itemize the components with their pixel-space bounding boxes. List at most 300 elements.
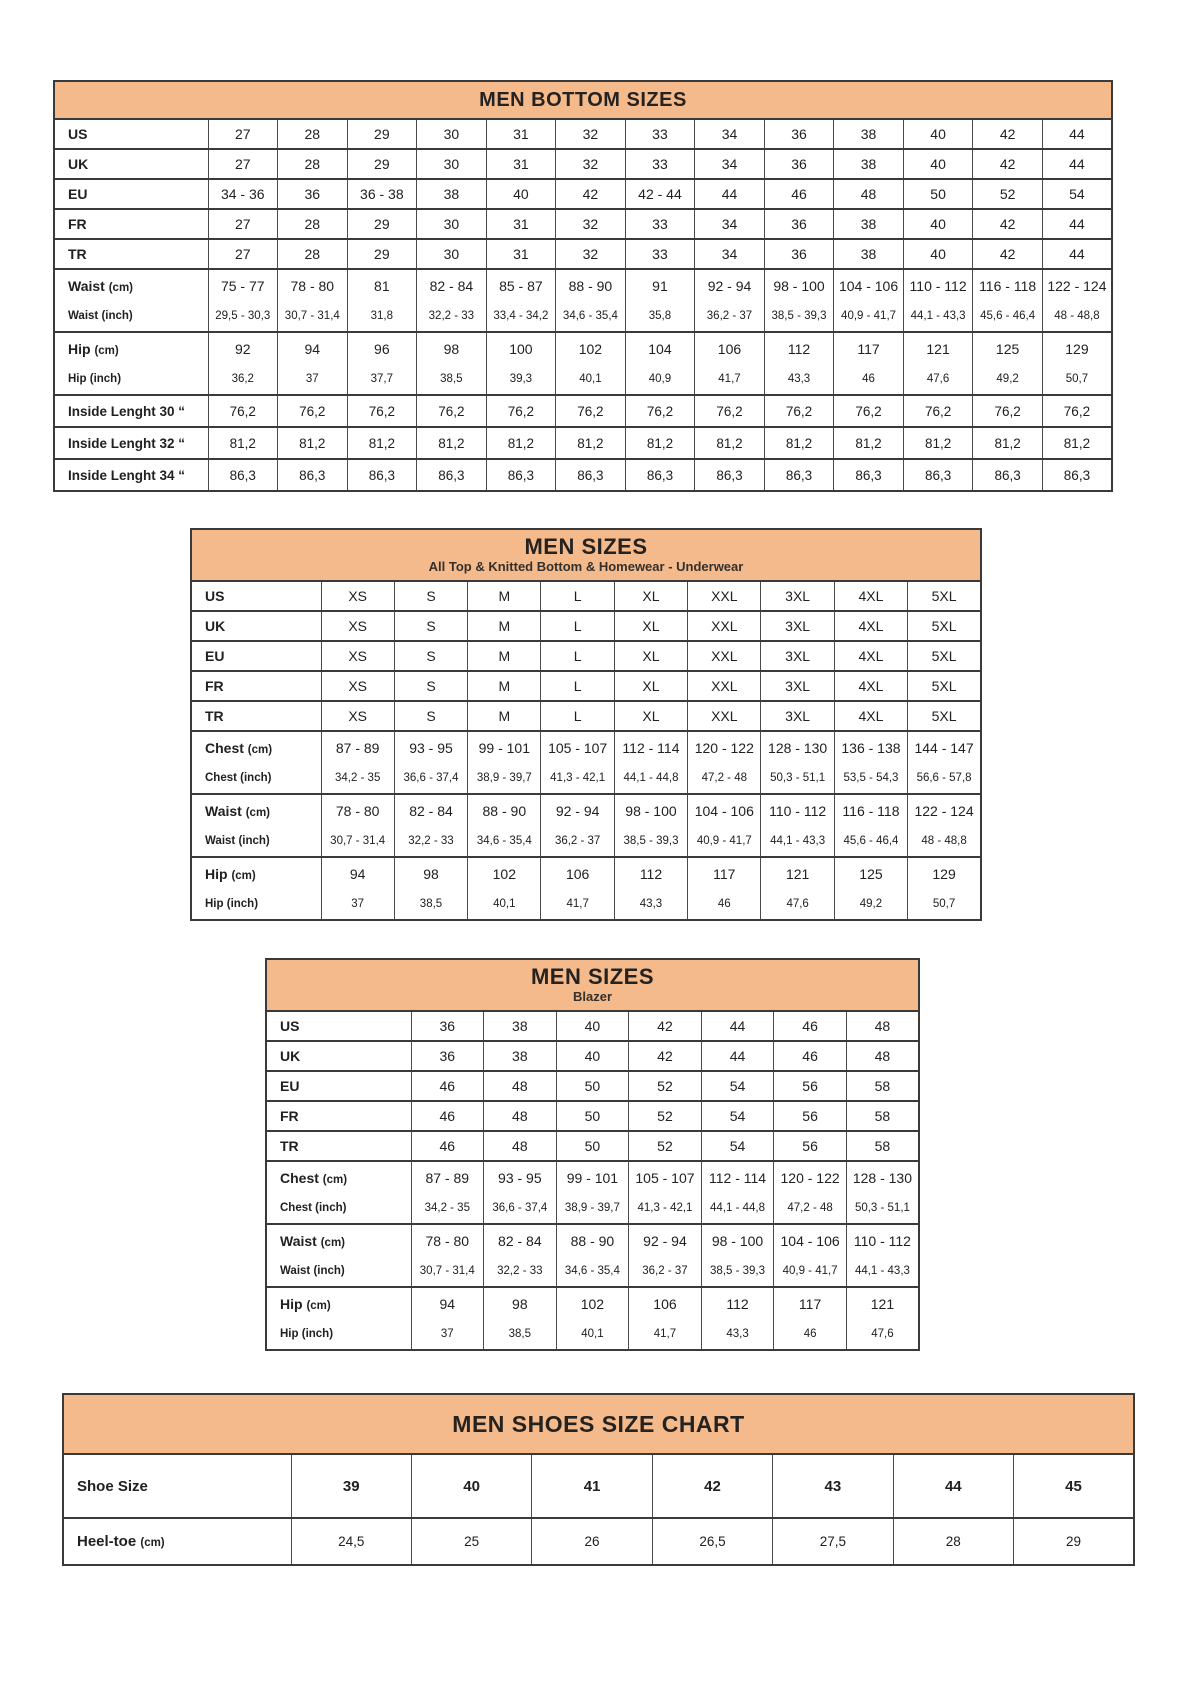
- row-label: [191, 641, 321, 671]
- table-row: [54, 301, 1112, 332]
- data-cell: 76,2: [695, 395, 765, 427]
- data-cell: 81,2: [278, 427, 348, 459]
- data-cell: 38,5: [484, 1319, 557, 1350]
- row-label-unit: (inch): [226, 898, 259, 910]
- data-cell: 40: [556, 1011, 629, 1041]
- data-cell: 40,1: [556, 364, 626, 395]
- row-label: [266, 1287, 411, 1319]
- row-label-unit: (inch): [89, 373, 122, 385]
- data-cell: 98 - 100: [764, 269, 834, 301]
- data-cell: 37: [278, 364, 348, 395]
- row-label: [266, 1071, 411, 1101]
- row-label: [54, 395, 208, 427]
- data-cell: 144 - 147: [908, 731, 981, 763]
- row-label-text: TR: [205, 708, 224, 724]
- data-cell: 117: [774, 1287, 847, 1319]
- row-label: [266, 1193, 411, 1224]
- data-cell: 56: [774, 1131, 847, 1161]
- table-row: [191, 889, 981, 920]
- row-label-unit: (inch): [301, 1328, 334, 1340]
- table-header: [63, 1394, 1134, 1454]
- data-cell: 4XL: [834, 581, 907, 611]
- row-label-text: Hip: [68, 340, 91, 357]
- data-cell: 42: [973, 119, 1043, 149]
- data-cell: 48: [846, 1011, 919, 1041]
- data-cell: 5XL: [908, 641, 981, 671]
- data-cell: 34,6 - 35,4: [556, 1256, 629, 1287]
- data-cell: 94: [321, 857, 394, 889]
- data-cell: 81,2: [834, 427, 904, 459]
- data-cell: 94: [278, 332, 348, 364]
- row-label-text: TR: [280, 1138, 299, 1154]
- size-chart-document: [0, 80, 1200, 1566]
- men-shoes-size-chart-table: [62, 1393, 1135, 1566]
- data-cell: 38,5: [394, 889, 467, 920]
- data-cell: 47,6: [761, 889, 834, 920]
- row-label: [63, 1518, 291, 1565]
- data-cell: 32,2 - 33: [394, 826, 467, 857]
- data-cell: 50,3 - 51,1: [846, 1193, 919, 1224]
- data-cell: 38: [834, 119, 904, 149]
- data-cell: 42 - 44: [625, 179, 695, 209]
- data-cell: 40,9: [625, 364, 695, 395]
- row-label-unit: (cm): [231, 869, 256, 882]
- data-cell: 31: [486, 239, 556, 269]
- data-cell: 42: [973, 209, 1043, 239]
- table-row: [266, 1287, 919, 1319]
- data-cell: 136 - 138: [834, 731, 907, 763]
- row-label-unit: (cm): [322, 1173, 348, 1186]
- data-cell: 3XL: [761, 611, 834, 641]
- men-sizes-blazer-table: [265, 958, 920, 1351]
- data-cell: 81,2: [764, 427, 834, 459]
- table-row: [191, 731, 981, 763]
- row-label: [54, 239, 208, 269]
- data-cell: 31,8: [347, 301, 417, 332]
- row-label: [266, 1319, 411, 1350]
- data-cell: 42: [629, 1011, 702, 1041]
- data-cell: 34: [695, 119, 765, 149]
- data-cell: 38,9 - 39,7: [468, 763, 541, 794]
- data-cell: 86,3: [625, 459, 695, 491]
- row-label-text: Waist: [68, 310, 99, 322]
- data-cell: 44: [695, 179, 765, 209]
- row-label: [191, 763, 321, 794]
- row-label: [191, 611, 321, 641]
- data-cell: 46: [834, 364, 904, 395]
- data-cell: 45,6 - 46,4: [834, 826, 907, 857]
- data-cell: 104 - 106: [774, 1224, 847, 1256]
- data-cell: S: [394, 641, 467, 671]
- data-cell: 27: [208, 149, 278, 179]
- row-label-text: Hip: [68, 373, 87, 385]
- data-cell: 106: [541, 857, 614, 889]
- data-cell: 94: [411, 1287, 484, 1319]
- data-cell: 99 - 101: [556, 1161, 629, 1193]
- table-title: MEN SHOES SIZE CHART: [452, 1411, 745, 1437]
- data-cell: 76,2: [973, 395, 1043, 427]
- data-cell: XS: [321, 611, 394, 641]
- row-label: [54, 269, 208, 301]
- table-row: [191, 857, 981, 889]
- data-cell: 31: [486, 149, 556, 179]
- data-cell: 40,9 - 41,7: [774, 1256, 847, 1287]
- data-cell: 34,2 - 35: [321, 763, 394, 794]
- data-cell: 48: [846, 1041, 919, 1071]
- data-cell: 47,2 - 48: [688, 763, 761, 794]
- data-cell: 38,9 - 39,7: [556, 1193, 629, 1224]
- data-cell: 110 - 112: [846, 1224, 919, 1256]
- data-cell: 76,2: [486, 395, 556, 427]
- data-cell: 32: [556, 119, 626, 149]
- data-cell: 29: [347, 209, 417, 239]
- data-cell: 50: [556, 1131, 629, 1161]
- data-cell: 28: [278, 119, 348, 149]
- data-cell: 36: [764, 119, 834, 149]
- data-cell: XL: [614, 671, 687, 701]
- data-cell: M: [468, 611, 541, 641]
- row-label: [54, 209, 208, 239]
- data-cell: 40: [556, 1041, 629, 1071]
- data-cell: 24,5: [291, 1518, 411, 1565]
- row-label-unit: (cm): [306, 1299, 331, 1312]
- data-cell: 96: [347, 332, 417, 364]
- data-cell: 37,7: [347, 364, 417, 395]
- data-cell: 56: [774, 1071, 847, 1101]
- data-cell: 30: [417, 119, 487, 149]
- data-cell: 78 - 80: [411, 1224, 484, 1256]
- data-cell: 56,6 - 57,8: [908, 763, 981, 794]
- data-cell: 30,7 - 31,4: [278, 301, 348, 332]
- row-label: [266, 1256, 411, 1287]
- table-row: [266, 1224, 919, 1256]
- data-cell: 81,2: [903, 427, 973, 459]
- row-label-text: Shoe Size: [77, 1477, 148, 1495]
- data-cell: 44,1 - 43,3: [761, 826, 834, 857]
- data-cell: 92: [208, 332, 278, 364]
- data-cell: 42: [556, 179, 626, 209]
- data-cell: 102: [556, 1287, 629, 1319]
- data-cell: XXL: [688, 671, 761, 701]
- data-cell: 99 - 101: [468, 731, 541, 763]
- table-row: [266, 1193, 919, 1224]
- data-cell: 50,7: [1042, 364, 1112, 395]
- data-cell: 44,1 - 44,8: [614, 763, 687, 794]
- data-cell: 46: [411, 1071, 484, 1101]
- data-cell: 44: [1042, 119, 1112, 149]
- data-cell: 48: [484, 1101, 557, 1131]
- data-cell: 31: [486, 209, 556, 239]
- table-subtitle: All Top & Knitted Bottom & Homewear - Underwear: [428, 559, 744, 574]
- data-cell: 36,6 - 37,4: [484, 1193, 557, 1224]
- data-cell: 27: [208, 209, 278, 239]
- row-label: [54, 179, 208, 209]
- row-label-text: Hip: [280, 1328, 299, 1340]
- data-cell: 81,2: [1042, 427, 1112, 459]
- data-cell: 30: [417, 239, 487, 269]
- data-cell: 4XL: [834, 611, 907, 641]
- data-cell: XL: [614, 641, 687, 671]
- data-cell: XS: [321, 581, 394, 611]
- data-cell: 76,2: [208, 395, 278, 427]
- data-cell: 48: [484, 1131, 557, 1161]
- data-cell: 49,2: [973, 364, 1043, 395]
- row-label: [63, 1454, 291, 1518]
- data-cell: 76,2: [903, 395, 973, 427]
- data-cell: 52: [629, 1071, 702, 1101]
- data-cell: 40,1: [468, 889, 541, 920]
- data-cell: 43,3: [764, 364, 834, 395]
- data-cell: 36,2 - 37: [695, 301, 765, 332]
- row-label: [54, 459, 208, 491]
- table-row: [191, 826, 981, 857]
- data-cell: 44: [893, 1454, 1013, 1518]
- data-cell: 129: [1042, 332, 1112, 364]
- data-cell: 122 - 124: [1042, 269, 1112, 301]
- data-cell: 91: [625, 269, 695, 301]
- data-cell: 104 - 106: [688, 794, 761, 826]
- data-cell: 82 - 84: [484, 1224, 557, 1256]
- data-cell: 54: [701, 1071, 774, 1101]
- data-cell: 5XL: [908, 581, 981, 611]
- row-label: [266, 1131, 411, 1161]
- row-label: [266, 1161, 411, 1193]
- data-cell: 5XL: [908, 611, 981, 641]
- data-cell: 88 - 90: [556, 1224, 629, 1256]
- row-label-text: FR: [68, 216, 87, 232]
- table-row: [54, 269, 1112, 301]
- data-cell: 43,3: [701, 1319, 774, 1350]
- data-cell: 46: [764, 179, 834, 209]
- data-cell: 81,2: [486, 427, 556, 459]
- data-cell: 39,3: [486, 364, 556, 395]
- table-row: [191, 581, 981, 611]
- data-cell: 76,2: [1042, 395, 1112, 427]
- table-row: [54, 332, 1112, 364]
- data-cell: 29,5 - 30,3: [208, 301, 278, 332]
- data-cell: 76,2: [625, 395, 695, 427]
- data-cell: 48 - 48,8: [1042, 301, 1112, 332]
- data-cell: 44,1 - 43,3: [903, 301, 973, 332]
- row-label-unit: (inch): [238, 835, 270, 847]
- row-label-text: Chest: [205, 739, 244, 756]
- data-cell: 3XL: [761, 671, 834, 701]
- data-cell: XL: [614, 581, 687, 611]
- data-cell: 48: [834, 179, 904, 209]
- data-cell: 46: [774, 1319, 847, 1350]
- row-label: [191, 671, 321, 701]
- data-cell: 82 - 84: [394, 794, 467, 826]
- data-cell: 54: [1042, 179, 1112, 209]
- row-label-text: US: [68, 126, 88, 142]
- table-title: MEN BOTTOM SIZES: [479, 89, 687, 111]
- row-label-text: Waist: [280, 1265, 311, 1277]
- data-cell: 46: [411, 1131, 484, 1161]
- data-cell: 75 - 77: [208, 269, 278, 301]
- row-label-text: UK: [68, 156, 89, 172]
- table-row: [54, 459, 1112, 491]
- data-cell: 129: [908, 857, 981, 889]
- data-cell: 45: [1014, 1454, 1134, 1518]
- data-cell: 86,3: [1042, 459, 1112, 491]
- data-cell: 28: [278, 149, 348, 179]
- data-cell: 121: [846, 1287, 919, 1319]
- data-cell: 52: [629, 1131, 702, 1161]
- table-row: [266, 1071, 919, 1101]
- data-cell: 47,6: [903, 364, 973, 395]
- data-cell: 98: [484, 1287, 557, 1319]
- data-cell: 48 - 48,8: [908, 826, 981, 857]
- data-cell: 106: [695, 332, 765, 364]
- row-label-text: Chest: [205, 772, 237, 784]
- data-cell: 5XL: [908, 701, 981, 731]
- data-cell: XS: [321, 671, 394, 701]
- data-cell: 121: [761, 857, 834, 889]
- data-cell: 33: [625, 149, 695, 179]
- data-cell: 33: [625, 209, 695, 239]
- data-cell: 44: [1042, 239, 1112, 269]
- table-row: [191, 641, 981, 671]
- data-cell: XS: [321, 641, 394, 671]
- data-cell: 110 - 112: [761, 794, 834, 826]
- data-cell: 92 - 94: [629, 1224, 702, 1256]
- table-row: [266, 1256, 919, 1287]
- data-cell: 38,5 - 39,3: [764, 301, 834, 332]
- row-label-text: US: [280, 1018, 300, 1034]
- row-label: [191, 581, 321, 611]
- table-row: [54, 119, 1112, 149]
- data-cell: 44: [1042, 209, 1112, 239]
- table-row: [54, 209, 1112, 239]
- data-cell: 78 - 80: [278, 269, 348, 301]
- data-cell: XXL: [688, 701, 761, 731]
- table-row: [63, 1518, 1134, 1565]
- data-cell: 3XL: [761, 641, 834, 671]
- data-cell: 45,6 - 46,4: [973, 301, 1043, 332]
- data-cell: 37: [321, 889, 394, 920]
- table-row: [266, 1011, 919, 1041]
- data-cell: 102: [468, 857, 541, 889]
- data-cell: 36,6 - 37,4: [394, 763, 467, 794]
- data-cell: 38: [834, 209, 904, 239]
- row-label: [54, 301, 208, 332]
- row-label-text: Chest: [280, 1169, 319, 1186]
- data-cell: 125: [973, 332, 1043, 364]
- data-cell: XL: [614, 701, 687, 731]
- row-label-text: Chest: [280, 1202, 312, 1214]
- data-cell: 112: [701, 1287, 774, 1319]
- row-label-text: TR: [68, 246, 87, 262]
- data-cell: 78 - 80: [321, 794, 394, 826]
- row-label-unit: (cm): [245, 806, 270, 819]
- row-label-unit: (cm): [140, 1537, 165, 1549]
- data-cell: 40: [903, 239, 973, 269]
- data-cell: 58: [846, 1101, 919, 1131]
- table-subtitle: Blazer: [572, 989, 613, 1004]
- data-cell: 36: [764, 149, 834, 179]
- data-cell: 26: [532, 1518, 652, 1565]
- data-cell: 34,6 - 35,4: [468, 826, 541, 857]
- data-cell: 87 - 89: [321, 731, 394, 763]
- row-label-unit: (inch): [315, 1202, 347, 1214]
- row-label: [191, 701, 321, 731]
- data-cell: 34: [695, 149, 765, 179]
- data-cell: 88 - 90: [556, 269, 626, 301]
- row-label: [54, 149, 208, 179]
- data-cell: 120 - 122: [774, 1161, 847, 1193]
- data-cell: S: [394, 611, 467, 641]
- row-label-unit: (cm): [94, 344, 119, 357]
- row-label: [54, 427, 208, 459]
- data-cell: 36: [764, 239, 834, 269]
- data-cell: 54: [701, 1101, 774, 1131]
- data-cell: L: [541, 581, 614, 611]
- data-cell: 86,3: [278, 459, 348, 491]
- row-label: [266, 1224, 411, 1256]
- data-cell: 32: [556, 209, 626, 239]
- data-cell: 81: [347, 269, 417, 301]
- data-cell: L: [541, 671, 614, 701]
- table-row: [266, 1161, 919, 1193]
- men-sizes-top-table: [190, 528, 982, 921]
- data-cell: 46: [411, 1101, 484, 1131]
- row-label-unit: (cm): [247, 743, 273, 756]
- data-cell: 117: [688, 857, 761, 889]
- data-cell: 28: [278, 239, 348, 269]
- data-cell: 36: [411, 1011, 484, 1041]
- table-row: [54, 179, 1112, 209]
- data-cell: S: [394, 581, 467, 611]
- data-cell: 33: [625, 119, 695, 149]
- data-cell: 50,3 - 51,1: [761, 763, 834, 794]
- data-cell: 128 - 130: [846, 1161, 919, 1193]
- row-label: [266, 1011, 411, 1041]
- data-cell: 86,3: [556, 459, 626, 491]
- data-cell: 76,2: [278, 395, 348, 427]
- data-cell: 41,7: [629, 1319, 702, 1350]
- data-cell: 86,3: [208, 459, 278, 491]
- data-cell: 32,2 - 33: [417, 301, 487, 332]
- data-cell: 92 - 94: [541, 794, 614, 826]
- data-cell: 36,2 - 37: [629, 1256, 702, 1287]
- row-label-text: Inside Lenght 32 “: [68, 435, 186, 451]
- data-cell: S: [394, 701, 467, 731]
- data-cell: 38: [484, 1041, 557, 1071]
- data-cell: 30: [417, 209, 487, 239]
- data-cell: 38,5: [417, 364, 487, 395]
- data-cell: 88 - 90: [468, 794, 541, 826]
- men-bottom-sizes-table: [53, 80, 1113, 492]
- data-cell: 112 - 114: [701, 1161, 774, 1193]
- row-label-text: Waist: [205, 802, 242, 819]
- row-label-text: EU: [280, 1078, 300, 1094]
- data-cell: 100: [486, 332, 556, 364]
- table-row: [63, 1454, 1134, 1518]
- data-cell: 33,4 - 34,2: [486, 301, 556, 332]
- data-cell: 44: [701, 1011, 774, 1041]
- data-cell: 106: [629, 1287, 702, 1319]
- data-cell: 86,3: [417, 459, 487, 491]
- data-cell: 33: [625, 239, 695, 269]
- data-cell: 76,2: [834, 395, 904, 427]
- data-cell: XS: [321, 701, 394, 731]
- data-cell: 49,2: [834, 889, 907, 920]
- data-cell: 81,2: [625, 427, 695, 459]
- row-label-text: Waist: [205, 835, 236, 847]
- data-cell: 105 - 107: [629, 1161, 702, 1193]
- data-cell: 41: [532, 1454, 652, 1518]
- data-cell: 110 - 112: [903, 269, 973, 301]
